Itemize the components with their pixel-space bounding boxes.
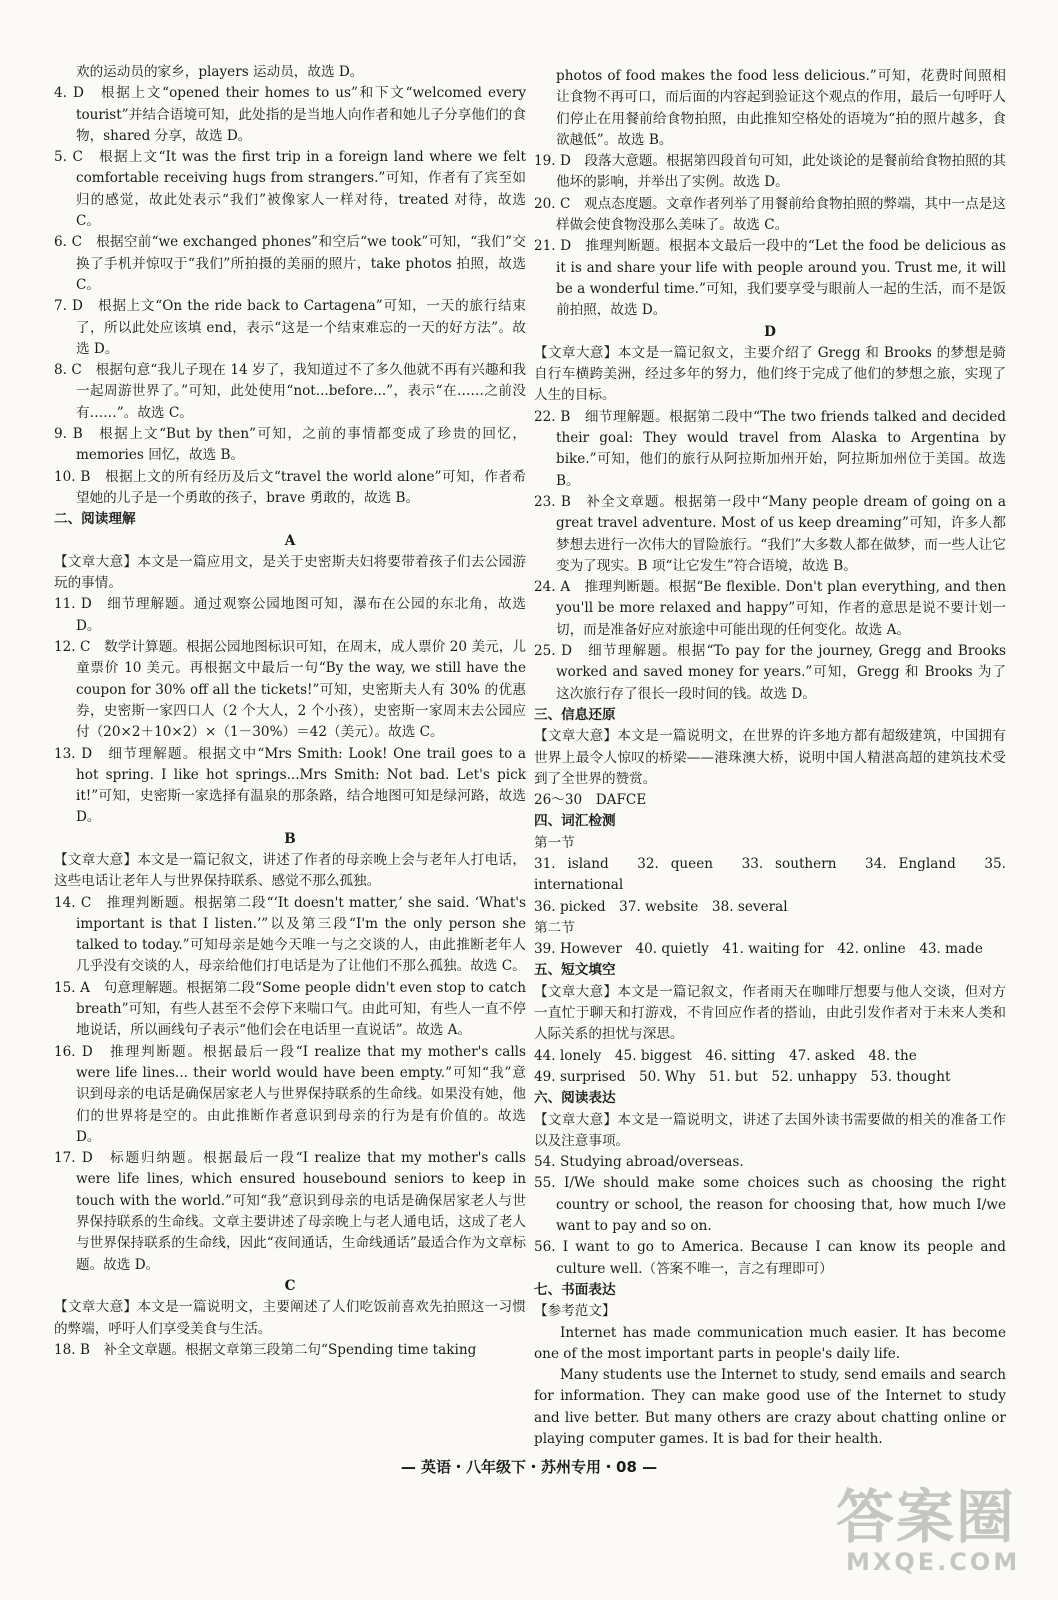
answer-item: 4. D 根据上文“opened their homes to us”和下文“welcomed every tourist”并结合语境可知，此处指的是当地人向作者和她儿子分享他们的食物，shared 分享，故选 D。	[54, 85, 526, 144]
answer-item: 6. C 根据空前“we exchanged phones”和空后“we took”可知，“我们”交换了手机并惊叹于“我们”所拍摄的美丽的照片，take photos 拍照，故选 C。	[54, 234, 526, 293]
paragraph: 【文章大意】本文是一篇应用文，是关于史密斯夫妇将要带着孩子们去公园游玩的事情。	[54, 553, 526, 592]
paragraph: 36. picked 37. website 38. several	[534, 898, 788, 915]
answer-item: 18. B 补全文章题。根据文章第三段第二句“Spending time taking	[54, 1341, 477, 1358]
page-footer: — 英语・八年级下・苏州专用・08 —	[400, 1458, 658, 1476]
answer-item: 14. C 推理判断题。根据第二段“‘It doesn't matter,’ she said. ‘What's important is that I listen.’”以及第三段“I'm the only person she talked to today.”可知母亲是她今天唯一与之交谈的人，由此推断老年人几乎没有交谈的人，母亲给他们打电话是为了让他们不那么孤独。故选 C。	[54, 894, 526, 975]
answer-item: 11. D 细节理解题。通过观察公园地图可知，瀑布在公园的东北角，故选 D。	[54, 596, 526, 634]
section-heading: 二、阅读理解	[54, 511, 136, 528]
watermark-logo	[826, 1460, 1026, 1590]
paragraph: 31. island 32. queen 33. southern 34. England 35. international	[534, 855, 1006, 894]
answer-item: 15. A 句意理解题。根据第二段“Some people didn't even stop to catch breath”可知，有些人甚至不会停下来喘口气。由此可知，有些人一直不停地说话，所以画线句子表示“他们会在电话里一直说话”。故选 A。	[54, 979, 526, 1039]
paragraph: 【文章大意】本文是一篇说明文，主要阐述了人们吃饭前喜欢先拍照这一习惯的弊端，呼吁人们享受美食与生活。	[54, 1299, 526, 1337]
answer-item: 8. C 根据句意“我儿子现在 14 岁了，我知道过不了多久他就不再有兴趣和我一起周游世界了。”可知，此处使用“not...before...”，表示“在……之前没有……”。故选 C。	[54, 362, 526, 421]
section-heading: 四、词汇检测	[534, 813, 616, 830]
paragraph: 第一节	[534, 834, 575, 851]
answer-item: 24. A 推理判断题。根据“Be flexible. Don't plan everything, and then you'll be more relaxed and happy”可知，作者的意思是说不要计划一切，而是准备好应对旅途中可能出现的任何变化。故选 A。	[534, 579, 1006, 638]
left-column	[54, 62, 526, 1361]
continued-text: photos of food makes the food less delicious.”可知，花费时间照相让食物不再可口，而后面的内容起到验证这个观点的作用，最后一句呼吁人们停止在用餐前给食物拍照，由此推知空格处的语境为“拍的照片越多，食欲越低”。故选 B。	[556, 68, 1006, 148]
paragraph: 【参考范文】	[534, 1303, 616, 1320]
passage-label: A	[284, 532, 296, 549]
section-heading: 五、短文填空	[534, 962, 616, 979]
passage-label: C	[284, 1277, 296, 1294]
paragraph: 第二节	[534, 919, 575, 936]
watermark-url: MXQE.COM	[846, 1548, 1021, 1576]
right-column	[534, 66, 1006, 1450]
essay-paragraph: Internet has made communication much easier. It has become one of the most important parts in people's daily life.	[534, 1324, 1006, 1362]
paragraph: 44. lonely 45. biggest 46. sitting 47. asked 48. the	[534, 1047, 917, 1064]
paragraph: 26～30 DAFCE	[534, 792, 647, 809]
answer-item: 55. I/We should make some choices such as choosing the right country or school, the reason for choosing that, how much I/we want to pay and so on.	[534, 1175, 1006, 1235]
answer-item: 9. B 根据上文“But by then”可知，之前的事情都变成了珍贵的回忆，memories 回忆，故选 B。	[54, 426, 526, 464]
paragraph: 39. However 40. quietly 41. waiting for 42. online 43. made	[534, 941, 983, 958]
answer-item: 10. B 根据上文的所有经历及后文“travel the world alone”可知，作者希望她的儿子是一个勇敢的孩子，brave 勇敢的，故选 B。	[54, 468, 526, 506]
answer-item: 22. B 细节理解题。根据第二段中“The two friends talked and decided their goal: They would travel from Alaska to Argentina by bike.”可知，他们的旅行从阿拉斯加州开始，阿拉斯加州位于美国。故选 B。	[534, 408, 1006, 489]
section-heading: 六、阅读表达	[534, 1090, 616, 1107]
passage-label: D	[764, 323, 776, 340]
answer-item: 23. B 补全文章题。根据第一段中“Many people dream of going on a great travel adventure. Most of us keep dreaming”可知，许多人都梦想去进行一次伟大的冒险旅行。“我们”大多数人都在做梦，而一些人让它变为了现实。B 项“让它发生”符合语境，故选 B。	[534, 493, 1006, 574]
paragraph: 【文章大意】本文是一篇记叙文，主要介绍了 Gregg 和 Brooks 的梦想是骑自行车横跨美洲，经过多年的努力，他们终于完成了他们的梦想之旅，实现了人生的目标。	[534, 344, 1006, 404]
answer-item: 13. D 细节理解题。根据文中“Mrs Smith: Look! One trail goes to a hot spring. I like hot springs...Mrs Smith: Not bad. Let's pick it!”可知，史密斯一家选择有温泉的那条路，结合地图可知是绿河路，故选 D。	[54, 745, 526, 826]
answer-item: 5. C 根据上文“It was the first trip in a foreign land where we felt comfortable receiving hugs from strangers.”可知，作者有了宾至如归的感觉，故此处表示“我们”被像家人一样对待，treated 对待，故选 C。	[54, 149, 526, 230]
paragraph: 【文章大意】本文是一篇记叙文，讲述了作者的母亲晚上会与老年人打电话，这些电话让老年人与世界保持联系、感觉不那么孤独。	[54, 851, 526, 890]
answer-item: 20. C 观点态度题。文章作者列举了用餐前给食物拍照的弊端，其中一点是这样做会使食物没那么美味了。故选 C。	[534, 195, 1006, 234]
section-heading: 七、书面表达	[534, 1281, 616, 1298]
answer-item: 25. D 细节理解题。根据“To pay for the journey, Gregg and Brooks worked and saved money for years.”可知，Gregg 和 Brooks 为了这次旅行存了很长一段时间的钱。故选 D。	[534, 643, 1006, 702]
essay-paragraph: Many students use the Internet to study, send emails and search for information. They can make good use of the Internet to study and live better. But many others are crazy about chatting online or playing computer games. It is bad for their health.	[534, 1367, 1006, 1447]
answer-item: 19. D 段落大意题。根据第四段首句可知，此处谈论的是餐前给食物拍照的其他坏的影响，并举出了实例。故选 D。	[534, 153, 1006, 191]
section-heading: 三、信息还原	[534, 706, 616, 723]
answer-item: 54. Studying abroad/overseas.	[534, 1154, 744, 1171]
answer-item: 56. I want to go to America. Because I can know its people and culture well.（答案不唯一，言之有理即可）	[534, 1239, 1006, 1277]
continued-text: 欢的运动员的家乡，players 运动员，故选 D。	[76, 64, 364, 80]
answer-item: 12. C 数学计算题。根据公园地图标识可知，在周末，成人票价 20 美元，儿童票价 10 美元。再根据文中最后一句“By the way, we still have the coupon for 30% off all the tickets!”可知，史密斯夫人有 30% 的优惠券，史密斯一家四口人（2 个大人，2 个小孩），史密斯一家周末去公园应付（20×2＋10×2）×（1－30%）＝42（美元）。故选 C。	[54, 639, 526, 741]
answer-item: 7. D 根据上文“On the ride back to Cartagena”可知，一天的旅行结束了，所以此处应该填 end，表示“这是一个结束难忘的一天的好方法”。故选 D。	[54, 298, 526, 357]
paragraph: 49. surprised 50. Why 51. but 52. unhappy 53. thought	[534, 1068, 951, 1085]
watermark-chars: 答案圈	[836, 1483, 1017, 1551]
answer-item: 16. D 推理判断题。根据最后一段“I realize that my mother's calls were life lines... their world would have been empty.”可知“我”意识到母亲的电话是确保居家老人与世界保持联系的生命线。如果没有她，他们的世界将是空的。由此推断作者意识到母亲的行为是有价值的。故选 D。	[54, 1043, 526, 1145]
passage-label: B	[284, 830, 296, 847]
paragraph: 【文章大意】本文是一篇记叙文，作者雨天在咖啡厅想要与他人交谈，但对方一直忙于聊天和打游戏，不肯回应作者的搭讪，由此引发作者对于未来人类和人际关系的担忧与深思。	[534, 983, 1006, 1043]
paragraph: 【文章大意】本文是一篇说明文，在世界的许多地方都有超级建筑，中国拥有世界上最令人惊叹的桥梁——港珠澳大桥，说明中国人精湛高超的建筑技术受到了全世界的赞赏。	[534, 728, 1006, 787]
answer-item: 21. D 推理判断题。根据本文最后一段中的“Let the food be delicious as it is and share your life with people around you. Trust me, it will be a wonderful time.”可知，我们要享受与眼前人一起的生活，而不是饭前拍照，故选 D。	[534, 238, 1006, 319]
answer-item: 17. D 标题归纳题。根据最后一段“I realize that my mother's calls were life lines, which ensured housebound seniors to keep in touch with the world.”可知“我”意识到母亲的电话是确保居家老人与世界保持联系的生命线。文章主要讲述了母亲晚上与老人通电话，这成了老人与世界保持联系的生命线，因此“夜间通话，生命线通话”最适合作为文章标题。故选 D。	[54, 1150, 526, 1273]
paragraph: 【文章大意】本文是一篇说明文，讲述了去国外读书需要做的相关的准备工作以及注意事项。	[534, 1111, 1006, 1149]
